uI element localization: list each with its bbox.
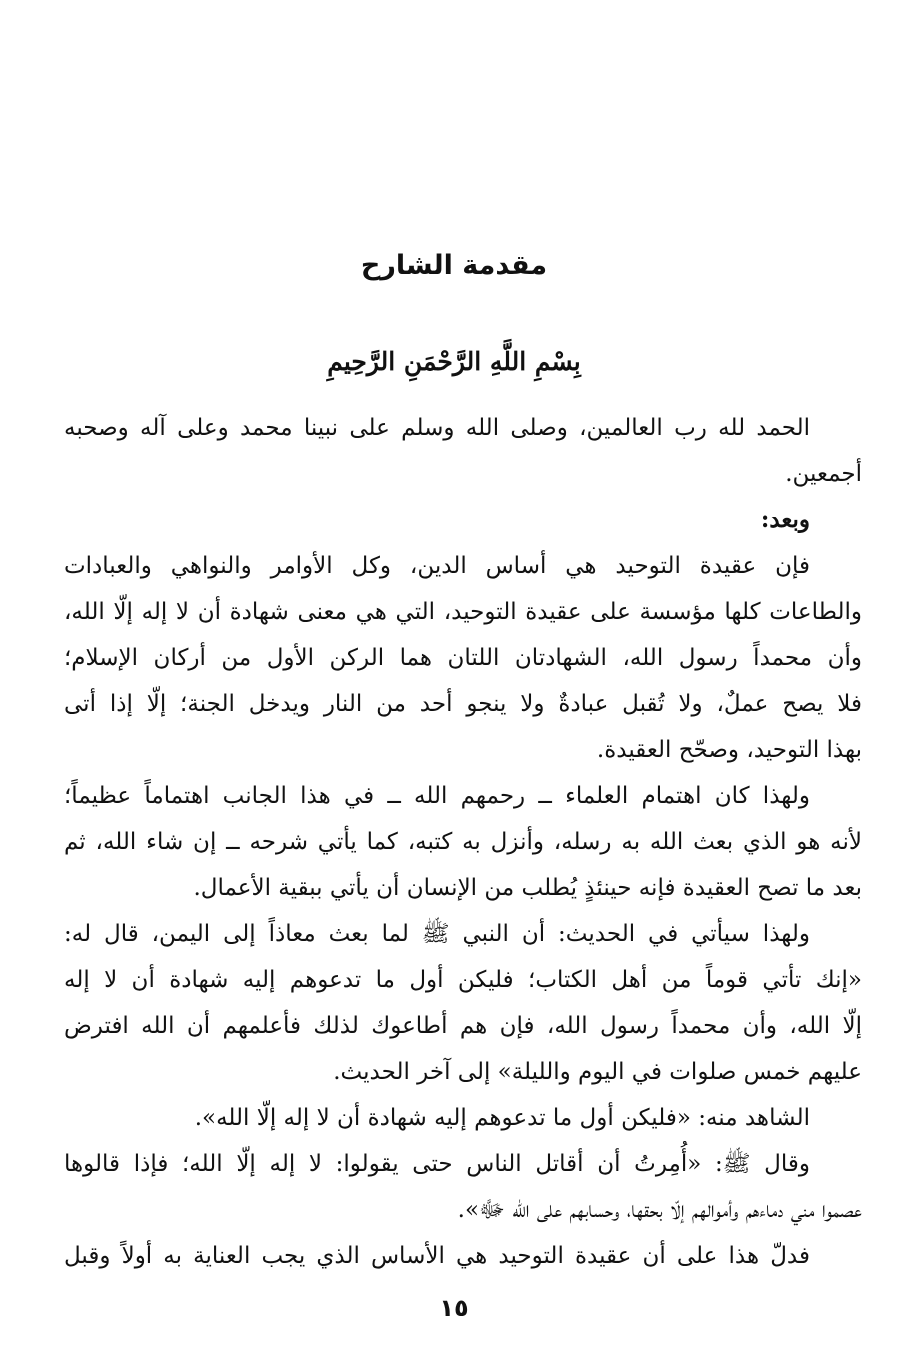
text-line: لأنه هو الذي بعث الله به رسله، وأنزل به كتبه، كما يأتي شرحه ــ إن شاء الله، ثم (64, 829, 862, 855)
text-line: بهذا التوحيد، وصحّح العقيدة. (596, 737, 862, 763)
text-line: والطاعات كلها مؤسسة على عقيدة التوحيد، التي هي معنى شهادة أن لا إله إلّا الله، (64, 599, 862, 625)
text-line: فلا يصح عملٌ، ولا تُقبل عبادةٌ ولا ينجو أحد من النار ويدخل الجنة؛ إلّا إذا أتى (64, 691, 862, 717)
text-line: «إنك تأتي قوماً من أهل الكتاب؛ فليكن أول ما تدعوهم إليه شهادة أن لا إله (64, 967, 862, 993)
text-line: وبعد: (760, 506, 810, 533)
text-line: أجمعين. (785, 461, 862, 487)
text-line: إلّا الله، وأن محمداً رسول الله، فإن هم أطاعوك لذلك فأعلمهم أن الله افترض (64, 1013, 862, 1039)
text-line: الحمد لله رب العالمين، وصلى الله وسلم على نبينا محمد وعلى آله وصحبه (64, 415, 810, 441)
text-line: ولهذا كان اهتمام العلماء ــ رحمهم الله ــ في هذا الجانب اهتماماً عظيماً؛ (64, 783, 810, 809)
text-line: فدلّ هذا على أن عقيدة التوحيد هي الأساس الذي يجب العناية به أولاً وقبل (64, 1243, 810, 1269)
text-line: بعد ما تصح العقيدة فإنه حينئذٍ يُطلب من الإنسان أن يأتي ببقية الأعمال. (193, 875, 862, 901)
text-line: عصموا مني دماءهم وأموالهم إلّا بحقها، وحسابهم على الله ﷻ». (457, 1197, 862, 1223)
text-line: فإن عقيدة التوحيد هي أساس الدين، وكل الأوامر والنواهي والعبادات (64, 553, 810, 579)
text-line: عليهم خمس صلوات في اليوم والليلة» إلى آخر الحديث. (333, 1059, 862, 1085)
text-line: وقال ﷺ: «أُمِرتُ أن أقاتل الناس حتى يقولوا: لا إله إلّا الله؛ فإذا قالوها (64, 1151, 810, 1177)
text-line: وأن محمداً رسول الله، الشهادتان اللتان هما الركن الأول من أركان الإسلام؛ (64, 645, 862, 671)
text-line: ولهذا سيأتي في الحديث: أن النبي ﷺ لما بعث معاذاً إلى اليمن، قال له: (64, 921, 810, 947)
basmala-heading: بِسْمِ اللَّهِ الرَّحْمَنِ الرَّحِيمِ (327, 347, 581, 376)
text-line: الشاهد منه: «فليكن أول ما تدعوهم إليه شهادة أن لا إله إلّا الله». (194, 1105, 810, 1131)
body-text (64, 405, 862, 1279)
page-number: ١٥ (439, 1294, 469, 1322)
page-title: مقدمة الشارح (360, 250, 548, 281)
